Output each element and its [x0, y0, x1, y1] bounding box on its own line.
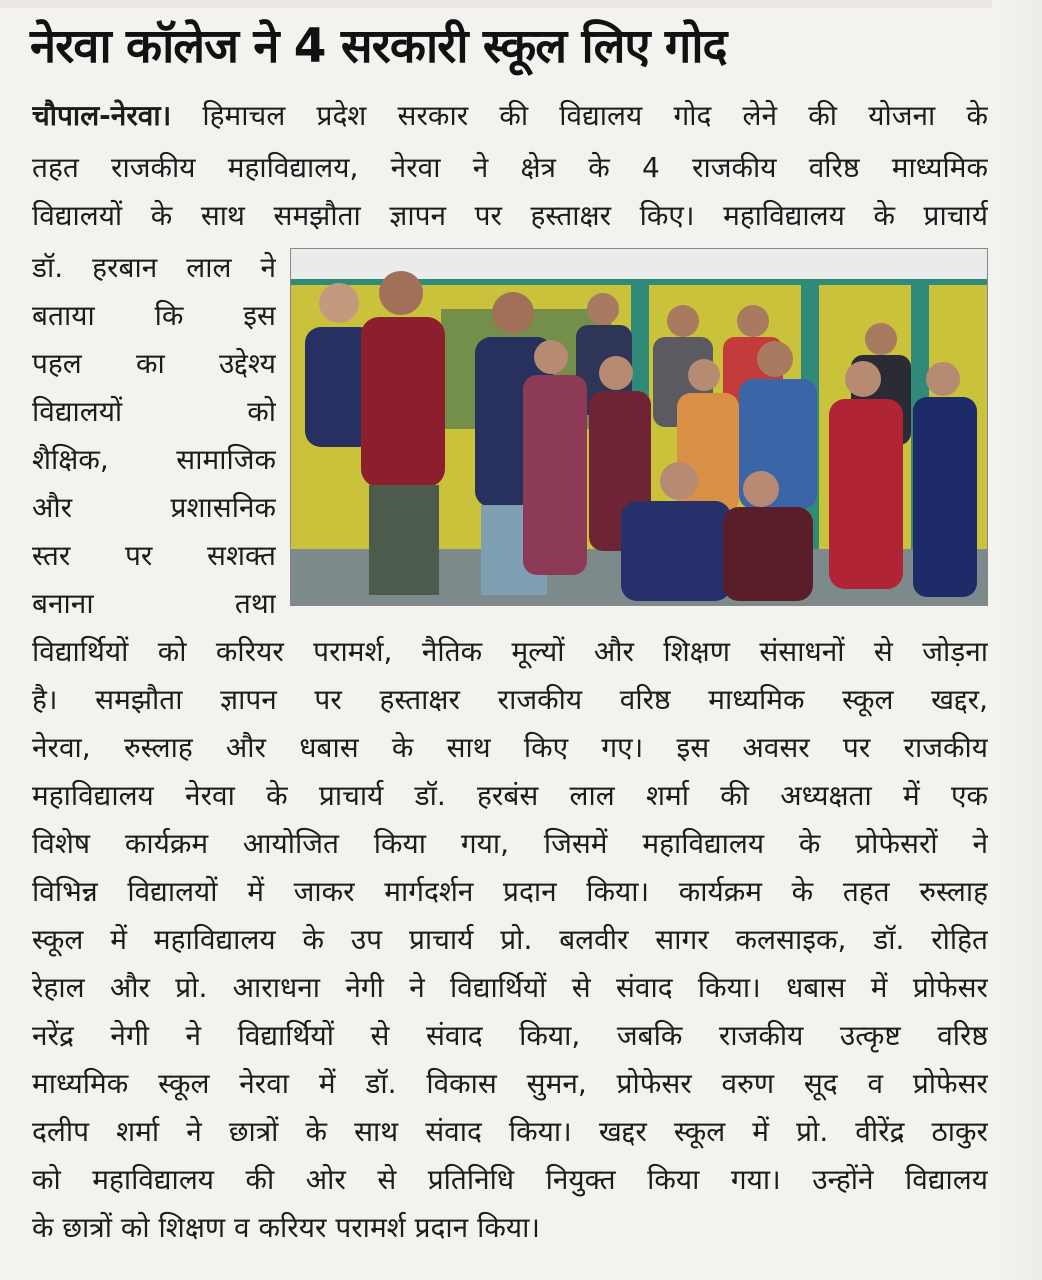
- page-margin: [992, 0, 1042, 1280]
- body-line-2: तहत राजकीय महाविद्यालय, नेरवा ने क्षेत्र के 4 राजकीय वरिष्ठ माध्यमिक: [32, 151, 988, 184]
- body-line-9: विभिन्न विद्यालयों में जाकर मार्गदर्शन प्रदान किया। कार्यक्रम के तहत रुस्लाह: [32, 875, 988, 908]
- body-line-5: है। समझौता ज्ञापन पर हस्ताक्षर राजकीय वरिष्ठ माध्यमिक स्कूल खद्दर,: [32, 683, 988, 716]
- body-line-8: विशेष कार्यक्रम आयोजित किया गया, जिसमें महाविद्यालय के प्रोफेसरों ने: [32, 827, 988, 860]
- body-narrow-line-7: स्तर पर सशक्त: [32, 539, 276, 572]
- dateline: चौपाल-नेरवा।: [32, 99, 172, 132]
- body-line-13: माध्यमिक स्कूल नेरवा में डॉ. विकास सुमन, प्रोफेसर वरुण सूद व प्रोफेसर: [32, 1067, 988, 1100]
- body-line-4: विद्यार्थियों को करियर परामर्श, नैतिक मूल्यों और शिक्षण संसाधनों से जोड़ना: [32, 635, 988, 668]
- body-narrow-line-5: शैक्षिक, सामाजिक: [32, 443, 276, 476]
- body-line-11: रेहाल और प्रो. आराधना नेगी ने विद्यार्थियों से संवाद किया। धबास में प्रोफेसर: [32, 971, 988, 1004]
- body-narrow-line-4: विद्यालयों को: [32, 395, 276, 428]
- body-line-1: [32, 96, 988, 136]
- body-line-10: स्कूल में महाविद्यालय के उप प्राचार्य प्रो. बलवीर सागर कलसाइक, डॉ. रोहित: [32, 923, 988, 956]
- body-line-16: के छात्रों को शिक्षण व करियर परामर्श प्रदान किया।: [32, 1211, 540, 1244]
- body-line-15: को महाविद्यालय की ओर से प्रतिनिधि नियुक्त किया गया। उन्होंने विद्यालय: [32, 1163, 988, 1196]
- body-narrow-line-2: बताया कि इस: [32, 299, 276, 332]
- body-narrow-line-8: बनाना तथा: [32, 587, 276, 620]
- group-photo: [290, 248, 988, 606]
- body-line-6: नेरवा, रुस्लाह और धबास के साथ किए गए। इस अवसर पर राजकीय: [32, 731, 988, 764]
- body-line-12: नरेंद्र नेगी ने विद्यार्थियों से संवाद किया, जबकि राजकीय उत्कृष्ट वरिष्ठ: [32, 1019, 988, 1052]
- headline: नेरवा कॉलेज ने 4 सरकारी स्कूल लिए गोद: [30, 19, 727, 74]
- group-photo-illustration: [291, 249, 987, 605]
- body-line-1-text: हिमाचल प्रदेश सरकार की विद्यालय गोद लेने की योजना के: [171, 99, 988, 132]
- body-line-7: महाविद्यालय नेरवा के प्राचार्य डॉ. हरबंस लाल शर्मा की अध्यक्षता में एक: [32, 779, 988, 812]
- body-narrow-line-1: डॉ. हरबान लाल ने: [32, 251, 276, 284]
- body-narrow-line-3: पहल का उद्देश्य: [32, 347, 276, 380]
- body-line-14: दलीप शर्मा ने छात्रों के साथ संवाद किया। खद्दर स्कूल में प्रो. वीरेंद्र ठाकुर: [32, 1115, 988, 1148]
- body-line-3: विद्यालयों के साथ समझौता ज्ञापन पर हस्ताक्षर किए। महाविद्यालय के प्राचार्य: [32, 199, 988, 232]
- top-crop-edge: [0, 0, 1042, 8]
- body-narrow-line-6: और प्रशासनिक: [32, 491, 276, 524]
